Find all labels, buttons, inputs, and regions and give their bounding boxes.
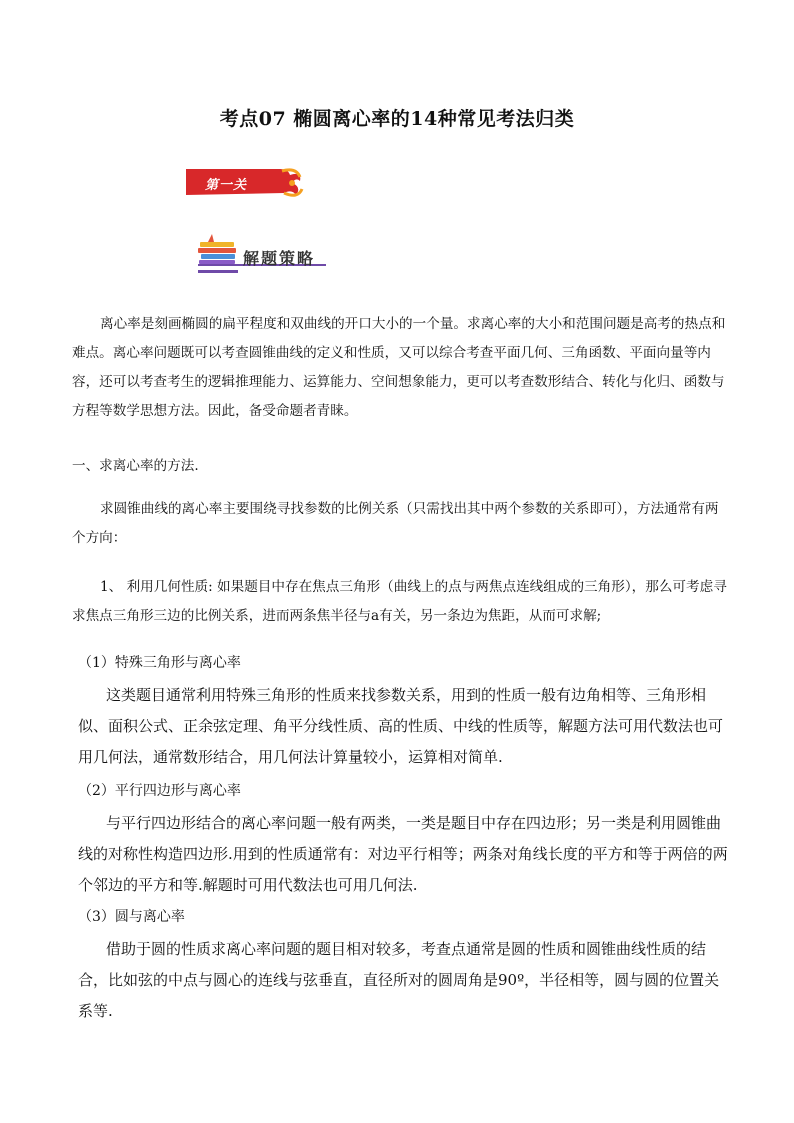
method1-text: 1、 利用几何性质: 如果题目中存在焦点三角形（曲线上的点与两焦点连线组成的三角形），那么可考虑寻求焦点三角形三边的比例关系，进而两条焦半径与a有关，另一条边为焦距，从而可求解;: [72, 579, 727, 624]
sub2-heading: （2）平行四边形与离心率: [78, 783, 241, 799]
page-title: 考点07 椭圆离心率的14种常见考法归类: [219, 108, 575, 130]
sub2-text: 与平行四边形结合的离心率问题一般有两类，一类是题目中存在四边形；另一类是利用圆锥曲线的对称性构造四边形.用到的性质通常有：对边平行相等；两条对角线长度的平方和等于两倍的两个邻边的平方和等.解题时可用代数法也可用几何法.: [78, 814, 728, 894]
section1-text: 求圆锥曲线的离心率主要围绕寻找参数的比例关系（只需找出其中两个参数的关系即可），方法通常有两个方向：: [72, 501, 719, 546]
sub3-heading: （3）圆与离心率: [78, 909, 185, 925]
sub1-heading: （1）特殊三角形与离心率: [78, 655, 241, 671]
banner-label: 第一关: [205, 178, 248, 193]
section1-heading: 一、求离心率的方法.: [72, 458, 199, 474]
sub1-text: 这类题目通常利用特殊三角形的性质来找参数关系，用到的性质一般有边角相等、三角形相似、面积公式、正余弦定理、角平分线性质、高的性质、中线的性质等，解题方法可用代数法也可用几何法，通常数形结合，用几何法计算量较小，运算相对简单.: [78, 686, 724, 766]
sub3-text: 借助于圆的性质求离心率问题的题目相对较多，考查点通常是圆的性质和圆锥曲线性质的结合，比如弦的中点与圆心的连线与弦垂直，直径所对的圆周角是90º，半径相等，圆与圆的位置关系等.: [78, 940, 720, 1020]
intro-paragraph: 离心率是刻画椭圆的扁平程度和双曲线的开口大小的一个量。求离心率的大小和范围问题是高考的热点和难点。离心率问题既可以考查圆锥曲线的定义和性质，又可以综合考查平面几何、三角函数、平面向量等内容，还可以考查考生的逻辑推理能力、运算能力、空间想象能力，更可以考查数形结合、转化与化归、函数与方程等数学思想方法。因此，备受命题者青睐。: [72, 316, 726, 419]
book-stack-icon: [198, 234, 236, 264]
strategy-label: 解题策略: [243, 249, 316, 268]
